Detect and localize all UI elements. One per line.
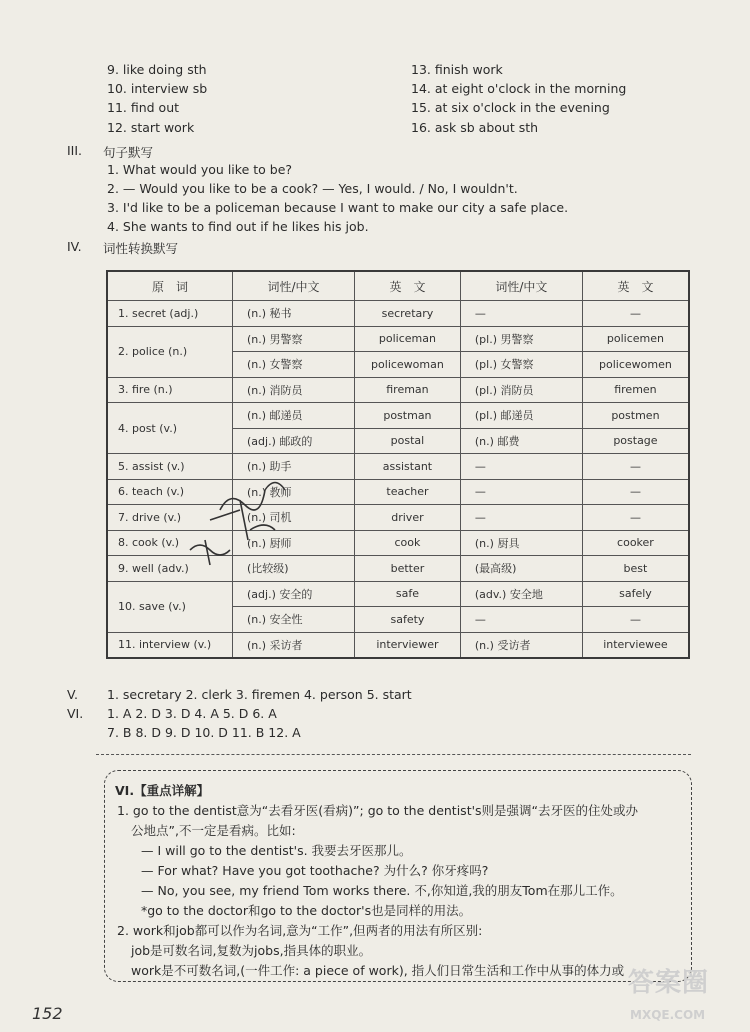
pos-chinese-cell: (比较级) [233, 556, 355, 582]
phrase-item: 9. like doing sth [107, 62, 207, 77]
english-cell: — [582, 479, 689, 505]
original-word-cell: 5. assist (v.) [107, 454, 233, 480]
page-number: 152 [32, 1004, 63, 1023]
pos-chinese-cell: — [460, 479, 582, 505]
pos-chinese-cell: (adj.) 安全的 [233, 581, 355, 607]
english-cell: fireman [355, 377, 461, 403]
pos-chinese-cell: — [460, 454, 582, 480]
notes-line: 公地点”,不一定是看病。比如: [131, 823, 296, 838]
english-cell: policemen [582, 326, 689, 352]
pos-chinese-cell: — [460, 505, 582, 531]
answer-line: 1. A 2. D 3. D 4. A 5. D 6. A [107, 706, 277, 721]
notes-line: 1. go to the dentist意为“去看牙医(看病)”; go to the dentist's则是强调“去牙医的住处或办 [117, 803, 639, 818]
english-cell: driver [355, 505, 461, 531]
answer-line: 1. secretary 2. clerk 3. firemen 4. person 5. start [107, 687, 412, 702]
original-word-cell: 9. well (adv.) [107, 556, 233, 582]
notes-line: — No, you see, my friend Tom works there. 不,你知道,我的朋友Tom在那儿工作。 [141, 883, 623, 898]
section-title: 句子默写 [103, 145, 154, 160]
english-cell: secretary [355, 301, 461, 327]
pos-chinese-cell: (n.) 受访者 [460, 632, 582, 658]
watermark-logo: 答案圈 [628, 968, 710, 998]
english-cell: firemen [582, 377, 689, 403]
pos-chinese-cell: (n.) 消防员 [233, 377, 355, 403]
english-cell: interviewer [355, 632, 461, 658]
table-header: 词性/中文 [460, 271, 582, 301]
watermark-url: MXQE.COM [630, 1008, 706, 1022]
original-word-cell: 10. save (v.) [107, 581, 233, 632]
english-cell: assistant [355, 454, 461, 480]
handwriting-scribble [150, 470, 310, 570]
original-word-cell: 1. secret (adj.) [107, 301, 233, 327]
pos-chinese-cell: (n.) 女警察 [233, 352, 355, 378]
pos-chinese-cell: (n.) 助手 [233, 454, 355, 480]
phrase-item: 11. find out [107, 100, 180, 115]
english-cell: safe [355, 581, 461, 607]
divider [96, 754, 691, 755]
pos-chinese-cell: (pl.) 女警察 [460, 352, 582, 378]
notes-line: — For what? Have you got toothache? 为什么? 你牙疼吗? [141, 863, 489, 878]
section-number: V. [67, 687, 78, 702]
pos-chinese-cell: (adv.) 安全地 [460, 581, 582, 607]
pos-chinese-cell: (n.) 司机 [233, 505, 355, 531]
original-word-cell: 8. cook (v.) [107, 530, 233, 556]
original-word-cell: 6. teach (v.) [107, 479, 233, 505]
notes-line: job是可数名词,复数为jobs,指具体的职业。 [131, 943, 372, 958]
pos-chinese-cell: (n.) 厨具 [460, 530, 582, 556]
phrase-item: 16. ask sb about sth [411, 120, 539, 135]
pos-chinese-cell: — [460, 607, 582, 633]
english-cell: postage [582, 428, 689, 454]
section-number: III. [67, 143, 83, 158]
pos-chinese-cell: (pl.) 消防员 [460, 377, 582, 403]
pos-chinese-cell: (n.) 教师 [233, 479, 355, 505]
phrase-item: 14. at eight o'clock in the morning [411, 81, 627, 96]
original-word-cell: 3. fire (n.) [107, 377, 233, 403]
english-cell: cooker [582, 530, 689, 556]
english-cell: safety [355, 607, 461, 633]
original-word-cell: 2. police (n.) [107, 326, 233, 377]
section-title: 词性转换默写 [103, 241, 179, 256]
pos-chinese-cell: (adj.) 邮政的 [233, 428, 355, 454]
english-cell: policeman [355, 326, 461, 352]
notes-line: 2. work和job都可以作为名词,意为“工作”,但两者的用法有所区别: [117, 923, 483, 938]
phrase-item: 15. at six o'clock in the evening [411, 100, 610, 115]
table-row [107, 326, 689, 352]
english-cell: best [582, 556, 689, 582]
english-cell: policewoman [355, 352, 461, 378]
original-word-cell: 7. drive (v.) [107, 505, 233, 531]
section-number: IV. [67, 239, 82, 254]
pos-chinese-cell: (n.) 安全性 [233, 607, 355, 633]
pos-chinese-cell: (pl.) 男警察 [460, 326, 582, 352]
pos-chinese-cell: (pl.) 邮递员 [460, 403, 582, 429]
notes-line: *go to the doctor和go to the doctor's也是同样的用法。 [141, 903, 472, 918]
original-word-cell: 11. interview (v.) [107, 632, 233, 658]
english-cell: cook [355, 530, 461, 556]
table-header: 英 文 [355, 271, 461, 301]
notes-line: work是不可数名词,(一件工作: a piece of work), 指人们日常生活和工作中从事的体力或 [131, 963, 625, 978]
phrase-item: 12. start work [107, 120, 195, 135]
answer-line: 7. B 8. D 9. D 10. D 11. B 12. A [107, 725, 301, 740]
english-cell: — [582, 301, 689, 327]
english-cell: policewomen [582, 352, 689, 378]
english-cell: safely [582, 581, 689, 607]
sentence-item: 3. I'd like to be a policeman because I want to make our city a safe place. [107, 200, 569, 215]
english-cell: teacher [355, 479, 461, 505]
notes-line: — I will go to the dentist's. 我要去牙医那儿。 [141, 843, 412, 858]
table-row [107, 377, 689, 403]
section-number: VI. [67, 706, 84, 721]
pos-chinese-cell: (n.) 采访者 [233, 632, 355, 658]
phrase-item: 10. interview sb [107, 81, 208, 96]
pos-chinese-cell: — [460, 301, 582, 327]
english-cell: postmen [582, 403, 689, 429]
english-cell: — [582, 505, 689, 531]
english-cell: interviewee [582, 632, 689, 658]
notes-title: VI.【重点详解】 [115, 783, 210, 798]
table-row [107, 632, 689, 658]
word-form-table [106, 270, 690, 659]
pos-chinese-cell: (n.) 邮递员 [233, 403, 355, 429]
pos-chinese-cell: (n.) 邮费 [460, 428, 582, 454]
table-header: 词性/中文 [233, 271, 355, 301]
english-cell: postman [355, 403, 461, 429]
table-row [107, 581, 689, 607]
notes-box [104, 770, 692, 982]
table-row [107, 301, 689, 327]
english-cell: better [355, 556, 461, 582]
english-cell: — [582, 454, 689, 480]
pos-chinese-cell: (n.) 秘书 [233, 301, 355, 327]
pos-chinese-cell: (n.) 厨师 [233, 530, 355, 556]
pos-chinese-cell: (n.) 男警察 [233, 326, 355, 352]
phrase-item: 13. finish work [411, 62, 503, 77]
sentence-item: 2. — Would you like to be a cook? — Yes, I would. / No, I wouldn't. [107, 181, 518, 196]
table-header: 英 文 [582, 271, 689, 301]
english-cell: — [582, 607, 689, 633]
sentence-item: 4. She wants to find out if he likes his job. [107, 219, 369, 234]
table-row [107, 403, 689, 429]
pos-chinese-cell: (最高级) [460, 556, 582, 582]
original-word-cell: 4. post (v.) [107, 403, 233, 454]
english-cell: postal [355, 428, 461, 454]
sentence-item: 1. What would you like to be? [107, 162, 293, 177]
table-header: 原 词 [107, 271, 233, 301]
table-header-row [107, 271, 689, 301]
